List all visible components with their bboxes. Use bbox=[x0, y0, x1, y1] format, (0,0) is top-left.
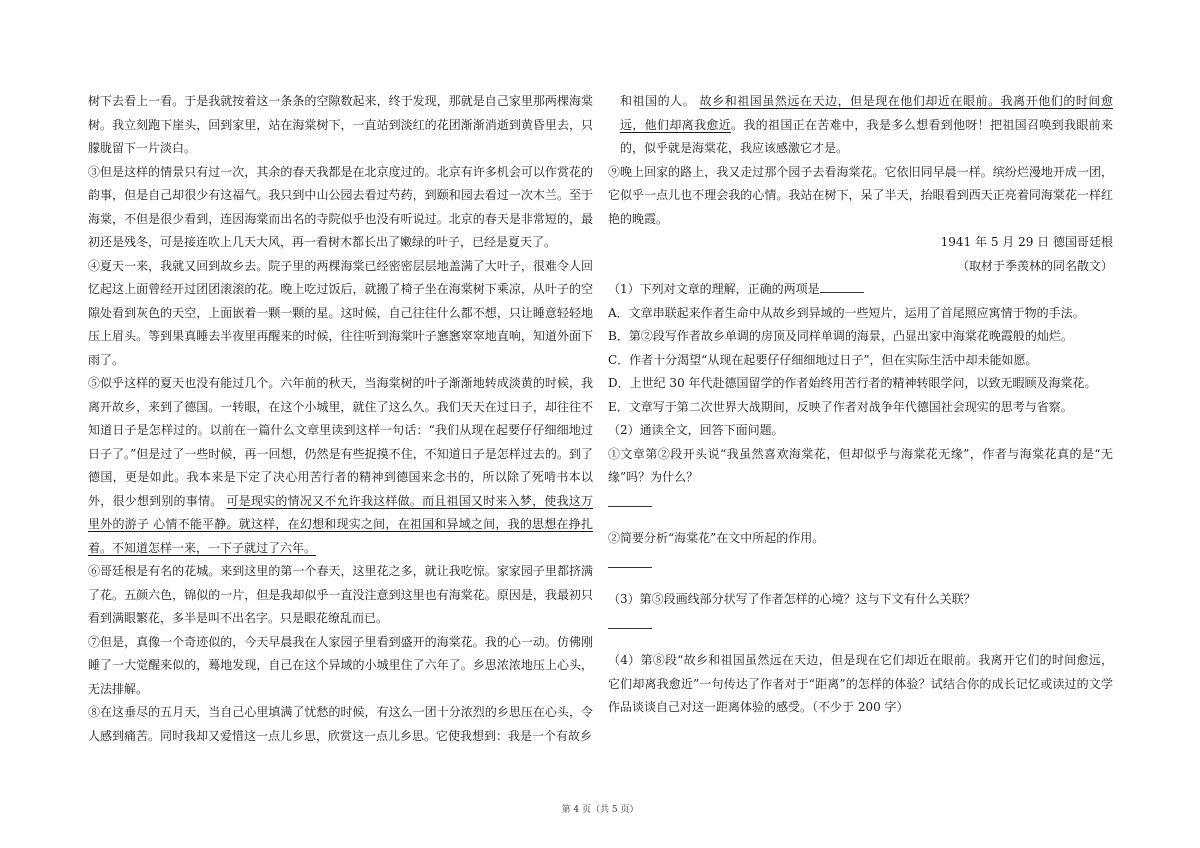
option-d: D．上世纪 30 年代赴德国留学的作者始终用苦行者的精神转眼学问，以致无暇顾及海棠花。 bbox=[608, 376, 1097, 390]
paragraph-6: ⑥哥廷根是有名的花城。来到这里的第一个春天，这里花之多，就让我吃惊。家家园子里都挤满了花。五颜六色，锦似的一片，但是我却似乎一直没注意到这里也有海棠花。原因是，我最初只看到满眼繁花，多半是叫不出名字。只是眼花缭乱而已。 bbox=[88, 564, 593, 625]
paragraph-5-underlined: 可是现实的情况又不允许我这样做。而且祖国又时来入梦，使我这万里外的游子 心情不能平静。就这样，在幻想和现实之间，在祖国和异域之间，我的思想在挣扎着。不知道怎样一来，一下子就过了六年。 bbox=[88, 493, 593, 555]
question-3: （3）第⑤段画线部分状写了作者怎样的心境？这与下文有什么关联？ bbox=[608, 592, 976, 606]
spacer bbox=[608, 513, 1113, 527]
answer-underline bbox=[608, 506, 652, 507]
paragraph-3: ③但是这样的情景只有过一次，其余的春天我都是在北京度过的。北京有许多机会可以作赏花的韵事，但是自己却很少有这福气。我只到中山公园去看过芍药，到颐和园去看过一次木兰。至于海棠，不但是很少看到，连因海棠而出名的寺院似乎也没有听说过。北京的春天是非常短的，最初还是残冬，可是接连吹上几天大风，再一看树木都长出了嫩绿的叶子，已经是夏天了。 bbox=[88, 164, 593, 249]
paragraph-4: ④夏天一来，我就又回到故乡去。院子里的两棵海棠已经密密层层地盖满了大叶子，很难令人回忆起这上面曾经开过团团滚滚的花。晚上吃过饭后，就搬了椅子坐在海棠树下乘凉，从叶子的空隙处看到灰色的天空，上面嵌着一颗一颗的星。这时候，自己往往什么都不想，只让睡意轻轻地压上眉头。等到果真睡去半夜里再醒来的时候，往往听到海棠叶子窸窸窣窣地直响，知道外面下雨了。 bbox=[88, 258, 593, 367]
option-c: C．作者十分渴望“从现在起要仔仔细细地过日子”，但在实际生活中却未能如愿。 bbox=[608, 352, 1038, 367]
option-b: B．第②段写作者故乡单调的房顶及同样单调的海景，凸显出家中海棠花晚霞般的灿烂。 bbox=[608, 329, 1073, 343]
paragraph-8-start: 和祖国的人。 bbox=[620, 94, 696, 108]
question-2-part-2: ②简要分析“海棠花”在文中所起的作用。 bbox=[608, 531, 825, 545]
paragraph-2-continued: 树下去看上一看。于是我就按着这一条条的空隙数起来，终于发现，那就是自己家里那两棵海棠树。我立刻跑下崖头，回到家里，站在海棠树下，一直站到淡红的花团渐渐消逝到黄昏里去，只朦胧留下一片淡白。 bbox=[88, 94, 593, 155]
answer-line[interactable] bbox=[608, 551, 1113, 575]
answer-underline bbox=[608, 628, 652, 629]
page-footer: 第 4 页（共 5 页） bbox=[561, 805, 639, 815]
right-column bbox=[608, 90, 1113, 720]
source-line: （取材于季羡林的同名散文） bbox=[956, 258, 1113, 273]
question-2-part-1: ①文章第②段开头说“我虽然喜欢海棠花，但却似乎与海棠花无缘”，作者与海棠花真的是“无缘”吗？为什么？ bbox=[608, 446, 1113, 484]
answer-line[interactable] bbox=[608, 612, 1113, 636]
paragraph-7: ⑦但是，真像一个奇迹似的，今天早晨我在人家园子里看到盛开的海棠花。我的心一动。仿佛刚睡了一大觉醒来似的，蓦地发现，自己在这个异域的小城里住了六年了。乡思浓浓地压上心头，无法排解。 bbox=[88, 634, 593, 696]
question-1-text: （1）下列对文章的理解，正确的两项是 bbox=[608, 282, 820, 296]
paragraph-8-end: 。我的祖国正在苦难中，我是多么想看到他呀！把祖国召唤到我眼前来的，似乎就是海棠花，我应该感激它才是。 bbox=[620, 117, 1113, 155]
paragraph-5-text: ⑤似乎这样的夏天也没有能过几个。六年前的秋天，当海棠树的叶子渐渐地转成淡黄的时候，我离开故乡，来到了德国。一转眼，在这个小城里，就住了这么久。我们天天在过日子，却往往不知道日子是怎样过的。以前在一篇什么文章里读到这样一句话：“我们从现在起要仔仔细细地过日子了。”但是过了一些时候，再一回想，仍然是有些捉摸不住，不知道日子是怎样过去的。到了德国，更是如此。我本来是下定了决心用苦行者的精神到德国来念书的，所以除了死啃书本以外，很少想到别的事情。 bbox=[88, 376, 593, 508]
paragraph-8: ⑧在这垂尽的五月天，当自己心里填满了忧愁的时候，有这么一团十分浓烈的乡思压在心头，令人感到痛苦。同时我却又爱惜这一点儿乡思，欣赏这一点儿乡思。它使我想到：我是一个有故乡 bbox=[88, 705, 593, 743]
paragraph-8-continued bbox=[608, 90, 1113, 161]
date-line: 1941 年 5 月 29 日 德国哥廷根 bbox=[940, 235, 1113, 249]
spacer bbox=[608, 574, 1113, 588]
question-1 bbox=[608, 278, 1113, 302]
option-a: A．文章串联起来作者生命中从故乡到异域的一些短片，运用了首尾照应寓情于物的手法。 bbox=[608, 305, 1085, 320]
answer-blank[interactable] bbox=[820, 291, 864, 293]
paragraph-9: ⑨晚上回家的路上，我又走过那个园子去看海棠花。它依旧同早晨一样。缤纷烂漫地开成一团，它似乎一点儿也不理会我的心情。我站在树下，呆了半天，抬眼看到西天正亮着同海棠花一样红艳的晚霞。 bbox=[608, 164, 1113, 226]
answer-underline bbox=[608, 567, 652, 568]
left-column bbox=[88, 90, 593, 748]
question-4: （4）第⑧段“故乡和祖国虽然远在天边，但是现在它们却近在眼前。我离开它们的时间愈远，它们却离我愈近”一句传达了作者对于“距离”的怎样的体验？试结合你的成长记忆或读过的文学作品谈谈自己对这一距离体验的感受。（不少于 200 字） bbox=[608, 653, 1113, 714]
spacer bbox=[608, 635, 1113, 649]
option-e: E．文章写于第二次世界大战期间，反映了作者对战争年代德国社会现实的思考与省察。 bbox=[608, 399, 1073, 414]
question-2: （2）通读全文，回答下面问题。 bbox=[608, 423, 784, 437]
paragraph-5 bbox=[88, 372, 593, 560]
paragraph-8-underlined: 故乡和祖国虽然远在天边，但是现在他们却近在眼前。我离开他们的时间愈远，他们却离我愈近 bbox=[620, 94, 1113, 132]
answer-line[interactable] bbox=[608, 490, 1113, 514]
